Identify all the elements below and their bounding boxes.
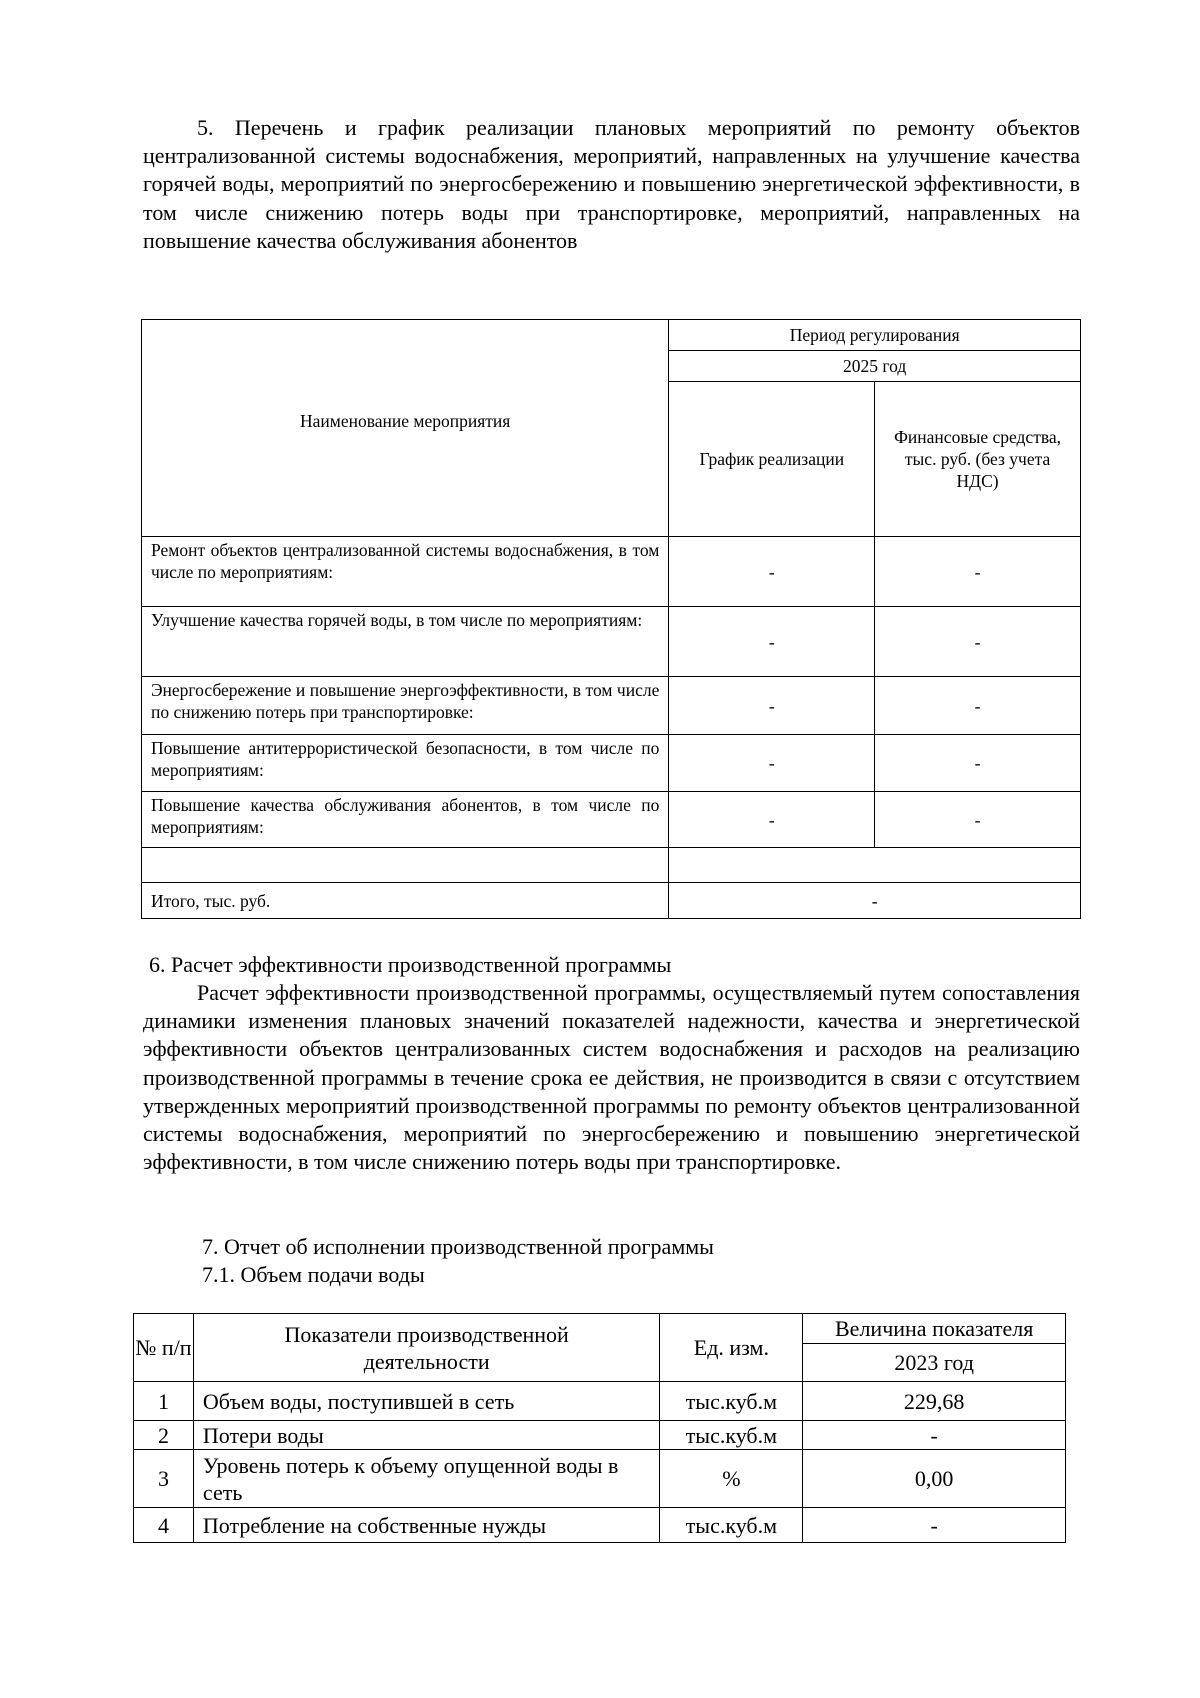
row-indicator: Уровень потерь к объему опущенной воды в сеть [193, 1450, 660, 1508]
table-row-name: Повышение качества обслуживания абонентов, в том числе по мероприятиям: [142, 792, 669, 848]
row-value: 229,68 [803, 1382, 1066, 1421]
row-value: - [803, 1421, 1066, 1450]
header-unit: Ед. изм. [660, 1314, 803, 1382]
total-value: - [669, 883, 1081, 919]
section-6-text: Расчет эффективности производственной программы, осуществляемый путем сопоставления динамики изменения плановых значений показателей надежности, качества и энергетической эффективности объектов централизованных систем водоснабжения и расходов на реализацию производственной программы в течение срока ее действия, не производится в связи с отсутствием утвержденных мероприятий производственной программы по ремонту объектов централизованной системы водоснабжения, мероприятий по энергосбережению и повышению энергетической эффективности, в том числе снижению потерь воды при транспортировке. [143, 980, 1080, 1175]
row-unit: тыс.куб.м [660, 1382, 803, 1421]
table-row-name: Ремонт объектов централизованной системы водоснабжения, в том числе по мероприятиям: [142, 537, 669, 607]
total-label: Итого, тыс. руб. [142, 883, 669, 919]
section-5-heading-text: 5. Перечень и график реализации плановых мероприятий по ремонту объектов централизованной системы водоснабжения, мероприятий, направленных на улучшение качества горячей воды, мероприятий по энергосбережению и повышению энергетической эффективности, в том числе снижению потерь воды при транспортировке, мероприятий, направленных на повышение качества обслуживания абонентов [143, 115, 1080, 253]
row-indicator: Объем воды, поступившей в сеть [193, 1382, 660, 1421]
table-row-schedule: - [669, 792, 875, 848]
row-unit: тыс.куб.м [660, 1508, 803, 1543]
header-indicator: Показатели производственной деятельности [193, 1314, 660, 1382]
section-6-body [143, 979, 1080, 1176]
table-row-finance: - [875, 792, 1081, 848]
section-7-heading: 7. Отчет об исполнении производственной программы [202, 1234, 714, 1259]
table-row-finance: - [875, 735, 1081, 792]
header-value: Величина показателя [803, 1314, 1066, 1344]
header-period: Период регулирования [669, 320, 1081, 351]
activities-table [141, 319, 1081, 919]
empty-cell [142, 848, 669, 883]
row-indicator: Потребление на собственные нужды [193, 1508, 660, 1543]
row-no: 4 [134, 1508, 194, 1543]
table-row-schedule: - [669, 735, 875, 792]
row-no: 1 [134, 1382, 194, 1421]
header-no: № п/п [134, 1314, 194, 1382]
table-row-finance: - [875, 537, 1081, 607]
water-supply-table [133, 1313, 1066, 1543]
header-schedule: График реализации [669, 382, 875, 537]
empty-cell [669, 848, 1081, 883]
header-activity-name: Наименование мероприятия [142, 320, 669, 537]
table-row-name: Повышение антитеррористической безопасности, в том числе по мероприятиям: [142, 735, 669, 792]
row-unit: % [660, 1450, 803, 1508]
row-no: 2 [134, 1421, 194, 1450]
section-7-1-heading: 7.1. Объем подачи воды [202, 1262, 425, 1287]
row-value: - [803, 1508, 1066, 1543]
table-row-finance: - [875, 607, 1081, 677]
table-row-schedule: - [669, 607, 875, 677]
header-finance: Финансовые средства, тыс. руб. (без учета НДС) [875, 382, 1081, 537]
header-year: 2023 год [803, 1344, 1066, 1382]
row-indicator: Потери воды [193, 1421, 660, 1450]
table-row-name: Улучшение качества горячей воды, в том числе по мероприятиям: [142, 607, 669, 677]
section-6-heading: 6. Расчет эффективности производственной программы [149, 952, 672, 977]
row-value: 0,00 [803, 1450, 1066, 1508]
row-unit: тыс.куб.м [660, 1421, 803, 1450]
table-row-name: Энергосбережение и повышение энергоэффективности, в том числе по снижению потерь при транспортировке: [142, 677, 669, 735]
row-no: 3 [134, 1450, 194, 1508]
header-year: 2025 год [669, 351, 1081, 382]
table-row-schedule: - [669, 537, 875, 607]
table-row-schedule: - [669, 677, 875, 735]
table-row-finance: - [875, 677, 1081, 735]
section-5-heading [143, 114, 1080, 255]
